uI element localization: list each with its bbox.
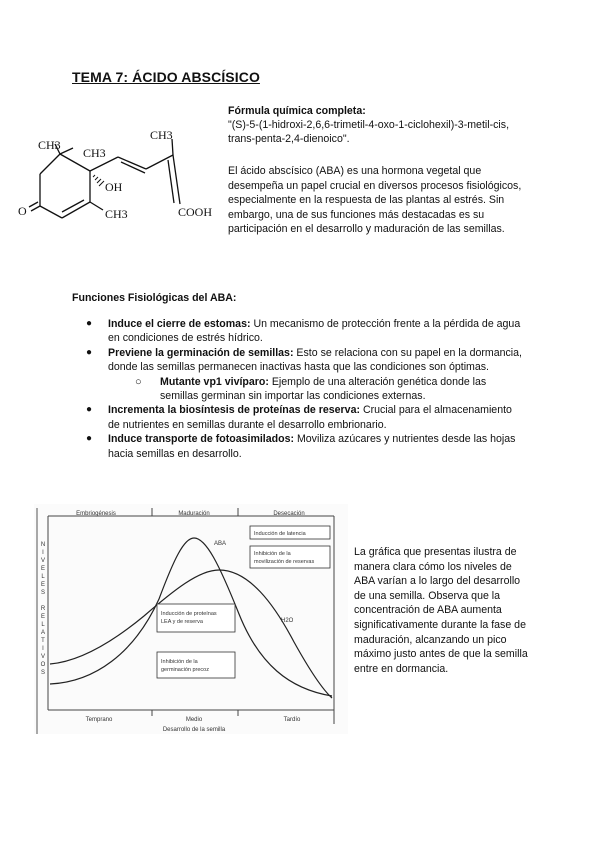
page-title: TEMA 7: ÁCIDO ABSCÍSICO [72,69,260,85]
box-movilizacion-text: Inhibición de la [254,551,291,557]
seed-development-graph [34,504,348,734]
y-label-letter: S [40,670,46,676]
functions-list [78,317,523,461]
y-label-letter: S [40,590,46,596]
methyl-label-top: CH3 [150,128,173,142]
water-curve-label: H2O [281,618,294,624]
box-germinacion-text: Inhibición de la [161,659,198,665]
oxygen-label: O [18,204,27,218]
formula-text: "(S)-5-(1-hidroxi-2,6,6-trimetil-4-oxo-1-ciclohexil)-3-metil-cis, trans-penta-2,4-dienoico". [228,119,510,145]
box-lea [157,604,235,632]
carboxyl-label: COOH [178,205,213,219]
phase-label: Maduración [178,511,210,517]
y-label-letter: V [40,558,46,564]
box-lea-text: LEA y de reserva [161,619,203,625]
list-item-text: Un mecanismo de protección frente a la pérdida de agua en condiciones de estrés hídrico. [108,318,521,345]
box-germinacion [157,652,235,678]
y-label-letter: N [40,542,46,548]
box-germinacion-frame [157,652,235,678]
intro-paragraph: El ácido abscísico (ABA) es una hormona vegetal que desempeña un papel crucial en diversos procesos fisiológicos, especialmente en la respuesta de las plantas al estrés. Sin embargo, una de sus funciones más destacadas es su participación en el desarrollo y maduración de las semillas. [228,165,522,236]
box-lea-text: Inducción de proteínas [161,611,217,617]
formula-heading: Fórmula química completa: [228,105,366,117]
list-item-title: Induce el cierre de estomas: [108,318,251,330]
y-label-letter: I [42,550,44,556]
y-label-letter: E [40,582,46,588]
aba-curve-label: ABA [214,541,227,547]
y-label-letter: V [40,654,46,660]
list-item-text: Esto se relaciona con su papel en la dormancia, donde las semillas permanecen inactivas hasta que las condiciones son óptimas. [108,346,522,374]
box-lea-frame [157,604,235,632]
x-axis-label: Desarrollo de la semilla [162,727,226,733]
y-label-letter: R [40,606,46,612]
x-tick-label: Tardío [283,717,301,723]
sub-list [108,375,523,404]
y-label-letter: E [40,566,46,572]
list-item [78,317,523,346]
y-label-letter: O [40,662,46,668]
phase-label: Desecación [273,511,305,517]
box-movilizacion [250,546,330,568]
list-item-text: Moviliza azúcares y nutrientes desde las hojas hacia semillas en desarrollo. [108,433,516,460]
x-tick-label: Temprano [85,717,113,723]
methyl-label-mid: CH3 [83,146,106,160]
list-item-text: Crucial para el almacenamiento de nutrientes en semillas durante el desarrollo embrionario. [108,404,512,431]
oh-hashed-wedge [91,174,104,186]
list-item-title: Incrementa la biosíntesis de proteínas de reserva: [108,404,360,417]
box-germinacion-text: germinación precoz [161,667,209,673]
list-item-title: Previene la germinación de semillas: [108,346,294,359]
bullet-icon: ● [86,404,93,416]
x-tick-label: Medio [185,717,203,723]
box-latencia-text: Inducción de latencia [254,531,306,537]
bullet-icon: ● [86,346,93,358]
methyl-label-left: CH3 [38,138,61,152]
y-label-letter: L [41,574,45,580]
y-label-letter: E [40,614,46,620]
box-movilizacion-text: movilización de reservas [254,559,315,565]
y-label-letter: L [41,622,45,628]
formula-block [228,104,533,146]
y-label-letter: T [41,638,45,644]
sub-item-text: Ejemplo de una alteración genética donde las semillas germinan sin importar las condiciones externas. [160,375,487,403]
list-item-title: Induce transporte de fotoasimilados: [108,433,295,446]
bullet-icon: ● [86,318,93,329]
y-label-letter: A [40,630,46,636]
graph-description: La gráfica que presentas ilustra de manera clara cómo los niveles de ABA varían a lo largo del desarrollo de una semilla. Observa que la concentración de ABA aumenta significativamente durante la fase de maduración, alcanzando un pico máximo justo antes de que la semilla entre en dormancia. [354,546,528,675]
list-item [78,432,523,461]
y-label-letter: I [42,646,44,652]
list-item [78,346,523,404]
bullet-icon: ● [86,433,93,445]
aba-molecule-structure [18,122,223,230]
list-item [78,403,523,432]
methyl-label-bottom: CH3 [105,207,128,221]
sub-item-title: Mutante vp1 vivíparo: [160,375,269,388]
phase-label: Embriogénesis [76,511,116,517]
hydroxyl-label: OH [105,180,123,194]
sub-list-item [108,375,523,404]
hollow-bullet-icon: ○ [135,375,142,388]
functions-heading: Funciones Fisiológicas del ABA: [72,292,237,304]
box-latencia [250,526,330,539]
